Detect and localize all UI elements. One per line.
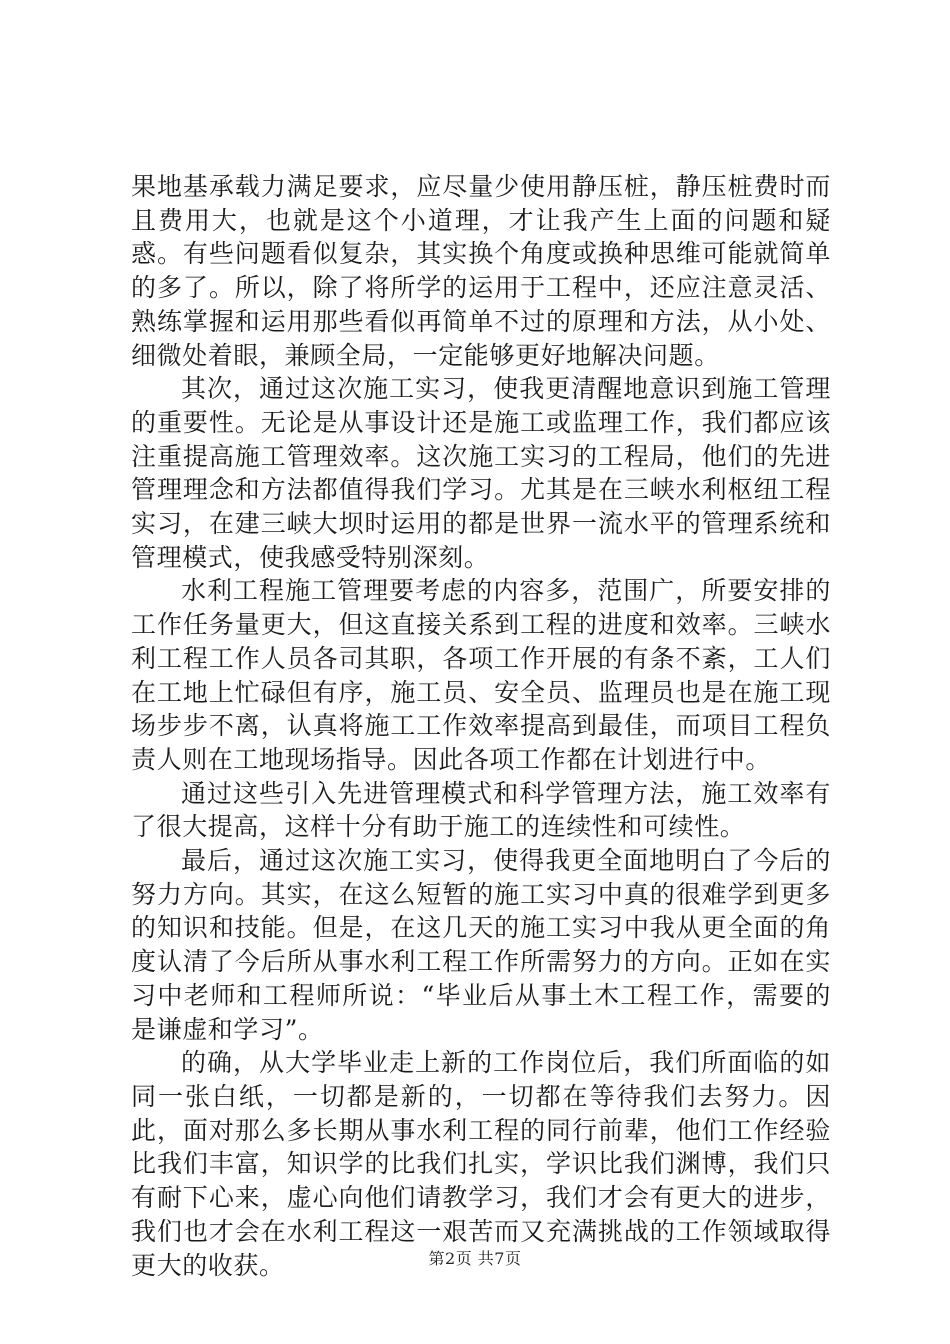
paragraph-3: 水利工程施工管理要考虑的内容多，范围广，所要安排的工作任务量更大，但这直接关系到工程的进度和效率。三峡水利工程工作人员各司其职，各项工作开展的有条不紊，工人们在工地上忙碌但有序，施工员、安全员、监理员也是在施工现场步步不离，认真将施工工作效率提高到最佳，而项目工程负责人则在工地现场指导。因此各项工作都在计划进行中。	[131, 576, 831, 774]
paragraph-2: 其次，通过这次施工实习，使我更清醒地意识到施工管理的重要性。无论是从事设计还是施工或监理工作，我们都应该注重提高施工管理效率。这次施工实习的工程局，他们的先进管理理念和方法都值得我们学习。尤其是在三峡水利枢纽工程实习，在建三峡大坝时运用的都是世界一流水平的管理系统和管理模式，使我感受特别深刻。	[131, 374, 831, 572]
paragraph-5: 最后，通过这次施工实习，使得我更全面地明白了今后的努力方向。其实，在这么短暂的施工实习中真的很难学到更多的知识和技能。但是，在这几天的施工实习中我从更全面的角度认清了今后所从事水利工程工作所需努力的方向。正如在实习中老师和工程师所说：“毕业后从事土木工程工作，需要的是谦虚和学习”。	[131, 846, 831, 1044]
paragraph-1: 果地基承载力满足要求，应尽量少使用静压桩，静压桩费时而且费用大，也就是这个小道理，才让我产生上面的问题和疑惑。有些问题看似复杂，其实换个角度或换种思维可能就简单的多了。所以，除了将所学的运用于工程中，还应注意灵活、熟练掌握和运用那些看似再简单不过的原理和方法，从小处、细微处着眼，兼顾全局，一定能够更好地解决问题。	[131, 172, 831, 370]
document-body	[131, 170, 831, 1282]
page-number-footer: 第2页 共7页	[428, 1249, 522, 1268]
paragraph-4: 通过这些引入先进管理模式和科学管理方法，施工效率有了很大提高，这样十分有助于施工的连续性和可续性。	[131, 778, 831, 842]
paragraph-6: 的确，从大学毕业走上新的工作岗位后，我们所面临的如同一张白纸，一切都是新的，一切都在等待我们去努力。因此，面对那么多长期从事水利工程的同行前辈，他们工作经验比我们丰富，知识学的比我们扎实，学识比我们渊博，我们只有耐下心来，虚心向他们请教学习，我们才会有更大的进步，我们也才会在水利工程这一艰苦而又充满挑战的工作领域取得更大的收获。	[131, 1048, 831, 1280]
